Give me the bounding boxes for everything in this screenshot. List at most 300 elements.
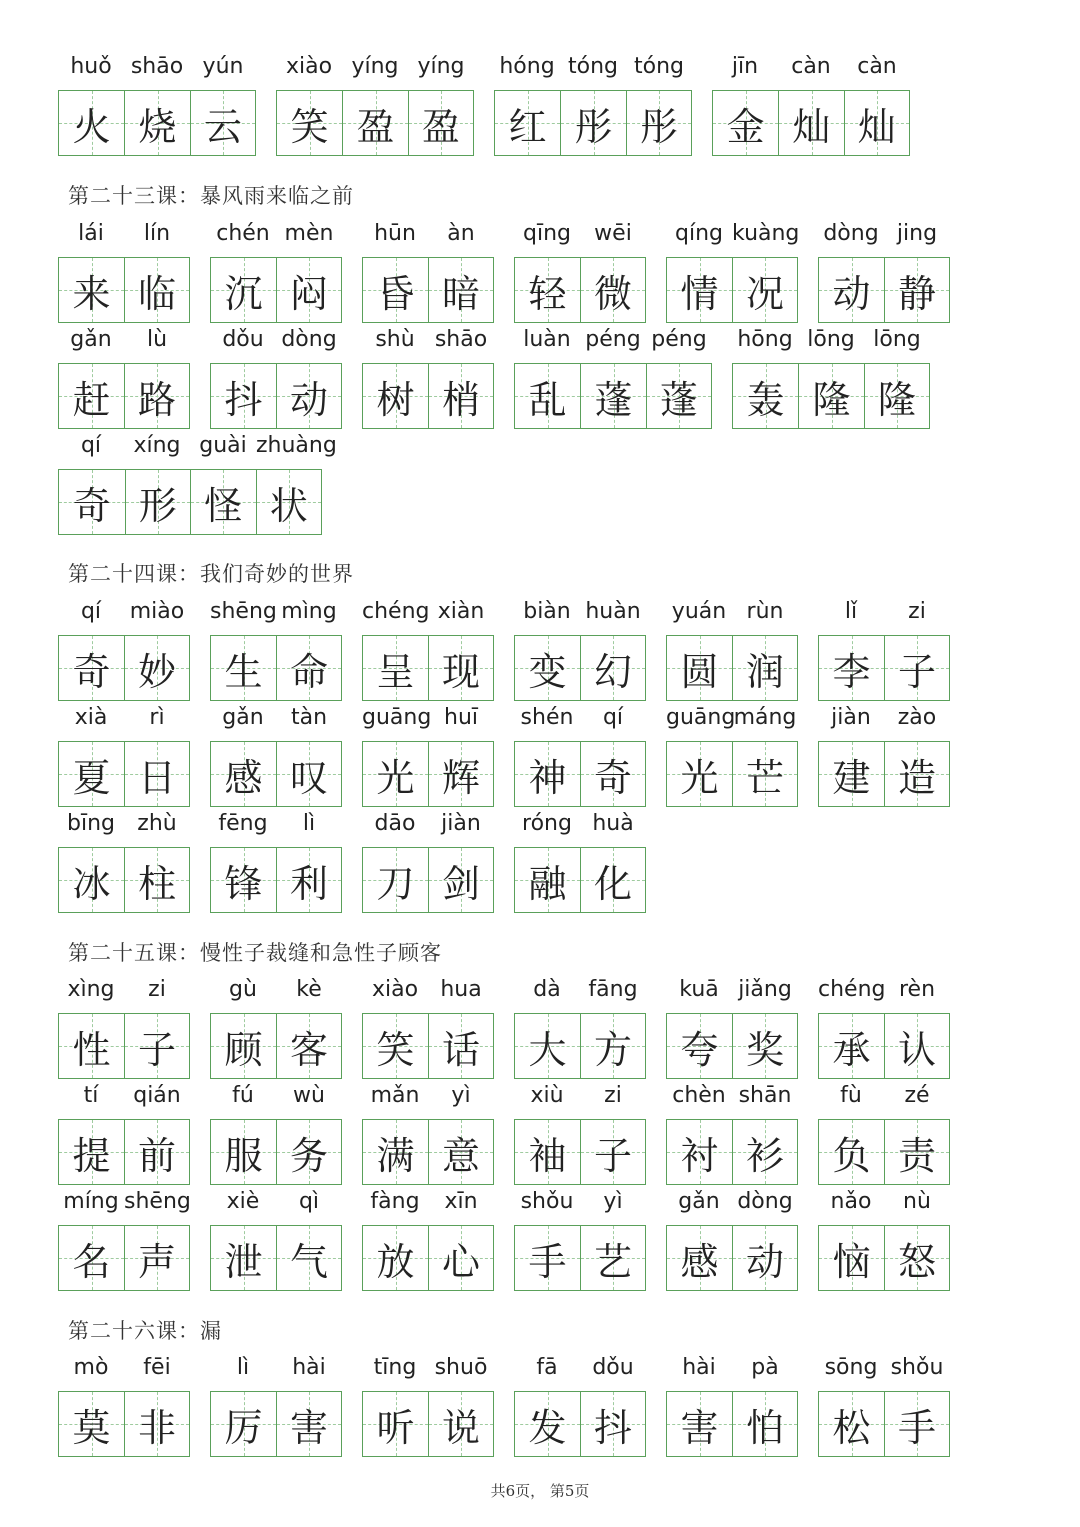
tianzige-cell <box>59 742 124 806</box>
tianzige-grid <box>818 741 950 807</box>
tianzige-cell <box>515 1014 580 1078</box>
hanzi-character: 手 <box>897 1405 936 1450</box>
tianzige-grid <box>666 741 798 807</box>
pinyin-syllable: xiào <box>285 54 333 79</box>
tianzige-grid <box>58 1391 190 1457</box>
pinyin-syllable: rùn <box>746 599 784 624</box>
vocab-word <box>362 1185 494 1295</box>
vocab-word <box>210 807 342 917</box>
tianzige-cell <box>428 848 493 912</box>
tianzige-cell <box>190 91 255 155</box>
pinyin-syllable: míng <box>63 1189 119 1214</box>
pinyin-syllable: qí <box>602 705 624 730</box>
tianzige-cell <box>428 742 493 806</box>
hanzi-character: 来 <box>72 271 111 316</box>
hanzi-character: 乱 <box>528 377 567 422</box>
hanzi-character: 灿 <box>792 104 831 149</box>
hanzi-character: 变 <box>528 649 567 694</box>
hanzi-character: 奇 <box>72 483 111 528</box>
hanzi-character: 昏 <box>376 271 415 316</box>
tianzige-cell <box>884 258 949 322</box>
tianzige-cell <box>276 636 341 700</box>
hanzi-character: 动 <box>745 1239 784 1284</box>
pinyin-syllable: luàn <box>523 327 571 352</box>
page-footer: 共6页， 第5页 <box>490 1482 590 1500</box>
pinyin-syllable: mǎn <box>370 1083 420 1108</box>
pinyin-syllable: sōng <box>824 1355 878 1380</box>
pinyin-syllable: péng <box>585 327 641 352</box>
pinyin-syllable: kuàng <box>732 221 800 246</box>
tianzige-cell <box>342 91 407 155</box>
hanzi-character: 暗 <box>441 271 480 316</box>
tianzige-grid <box>514 257 646 323</box>
tianzige-grid <box>712 90 910 156</box>
tianzige-grid <box>514 363 712 429</box>
tianzige-cell <box>580 742 645 806</box>
vocab-word <box>362 807 494 917</box>
hanzi-character: 性 <box>72 1027 111 1072</box>
tianzige-cell <box>59 1392 124 1456</box>
hanzi-character: 发 <box>528 1405 567 1450</box>
tianzige-cell <box>428 636 493 700</box>
hanzi-character: 彤 <box>574 104 613 149</box>
tianzige-cell <box>125 470 191 534</box>
pinyin-syllable: lì <box>236 1355 250 1380</box>
hanzi-character: 非 <box>137 1405 176 1450</box>
hanzi-character: 感 <box>680 1239 719 1284</box>
hanzi-character: 奇 <box>72 649 111 694</box>
hanzi-character: 认 <box>897 1027 936 1072</box>
tianzige-cell <box>276 364 341 428</box>
pinyin-syllable: xià <box>74 705 108 730</box>
tianzige-cell <box>844 91 909 155</box>
hanzi-character: 利 <box>289 861 328 906</box>
hanzi-character: 呈 <box>376 649 415 694</box>
hanzi-character: 光 <box>376 755 415 800</box>
pinyin-syllable: fāng <box>588 977 638 1002</box>
vocab-word <box>666 595 798 705</box>
tianzige-grid <box>210 1391 342 1457</box>
vocab-word <box>514 701 646 811</box>
tianzige-cell <box>59 848 124 912</box>
pinyin-syllable: hóng <box>499 54 555 79</box>
hanzi-character: 融 <box>528 861 567 906</box>
pinyin-syllable: dà <box>533 977 561 1002</box>
vocab-word <box>58 807 190 917</box>
pinyin-syllable: càn <box>857 54 897 79</box>
vocab-word <box>818 217 950 327</box>
pinyin-syllable: kè <box>296 977 322 1002</box>
pinyin-syllable: àn <box>447 221 475 246</box>
tianzige-cell <box>211 1226 276 1290</box>
hanzi-character: 笑 <box>376 1027 415 1072</box>
hanzi-character: 命 <box>289 649 328 694</box>
pinyin-syllable: bīng <box>67 811 115 836</box>
pinyin-syllable: tóng <box>568 54 618 79</box>
lesson-title: 第二十五课：慢性子裁缝和急性子顾客 <box>68 941 442 965</box>
pinyin-syllable: lì <box>302 811 316 836</box>
pinyin-syllable: chén <box>216 221 270 246</box>
hanzi-character: 梢 <box>441 377 480 422</box>
tianzige-cell <box>363 1120 428 1184</box>
vocab-word <box>514 1185 646 1295</box>
tianzige-grid <box>210 1119 342 1185</box>
pinyin-syllable: lōng <box>807 327 855 352</box>
pinyin-syllable: huǒ <box>70 54 112 79</box>
pinyin-syllable: tóng <box>634 54 684 79</box>
hanzi-character: 火 <box>72 104 111 149</box>
pinyin-syllable: hài <box>292 1355 326 1380</box>
tianzige-grid <box>210 1013 342 1079</box>
tianzige-grid <box>514 1119 646 1185</box>
hanzi-character: 况 <box>745 271 784 316</box>
tianzige-cell <box>428 1226 493 1290</box>
tianzige-cell <box>256 470 322 534</box>
vocab-word <box>514 973 646 1083</box>
tianzige-cell <box>276 1120 341 1184</box>
hanzi-character: 心 <box>441 1239 480 1284</box>
hanzi-character: 笑 <box>290 104 329 149</box>
pinyin-syllable: qīng <box>523 221 571 246</box>
vocab-word <box>58 1079 190 1189</box>
vocab-word <box>362 1351 494 1461</box>
tianzige-cell <box>428 1014 493 1078</box>
tianzige-cell <box>59 470 125 534</box>
pinyin-syllable: yíng <box>417 54 465 79</box>
hanzi-character: 盈 <box>421 104 460 149</box>
pinyin-syllable: róng <box>522 811 572 836</box>
tianzige-cell <box>732 742 797 806</box>
pinyin-syllable: lái <box>78 221 104 246</box>
tianzige-cell <box>495 91 560 155</box>
tianzige-cell <box>667 636 732 700</box>
hanzi-character: 夏 <box>72 755 111 800</box>
tianzige-cell <box>363 742 428 806</box>
tianzige-cell <box>580 848 645 912</box>
pinyin-syllable: fú <box>232 1083 254 1108</box>
tianzige-grid <box>58 1225 190 1291</box>
vocab-word <box>58 217 190 327</box>
pinyin-syllable: hua <box>440 977 482 1002</box>
hanzi-character: 气 <box>289 1239 328 1284</box>
tianzige-grid <box>58 257 190 323</box>
hanzi-character: 隆 <box>877 377 916 422</box>
pinyin-syllable: mèn <box>284 221 334 246</box>
pinyin-syllable: shān <box>738 1083 792 1108</box>
hanzi-character: 责 <box>897 1133 936 1178</box>
hanzi-character: 意 <box>441 1133 480 1178</box>
vocab-word <box>514 807 646 917</box>
tianzige-cell <box>211 742 276 806</box>
vocab-word <box>58 595 190 705</box>
tianzige-grid <box>58 1013 190 1079</box>
tianzige-cell <box>363 848 428 912</box>
hanzi-character: 辉 <box>441 755 480 800</box>
tianzige-cell <box>124 364 189 428</box>
pinyin-syllable: tí <box>83 1083 99 1108</box>
hanzi-character: 承 <box>832 1027 871 1072</box>
pinyin-syllable: rèn <box>898 977 936 1002</box>
tianzige-grid <box>514 1013 646 1079</box>
vocab-word <box>666 701 798 811</box>
pinyin-syllable: pà <box>751 1355 779 1380</box>
tianzige-cell <box>819 1014 884 1078</box>
pinyin-syllable: qí <box>80 433 102 458</box>
pinyin-syllable: fù <box>840 1083 862 1108</box>
pinyin-syllable: rì <box>149 705 165 730</box>
tianzige-cell <box>884 1226 949 1290</box>
hanzi-character: 感 <box>224 755 263 800</box>
tianzige-cell <box>580 1392 645 1456</box>
hanzi-character: 烧 <box>138 104 177 149</box>
hanzi-character: 害 <box>680 1405 719 1450</box>
vocab-word <box>210 1185 342 1295</box>
tianzige-cell <box>124 1392 189 1456</box>
pinyin-syllable: xiào <box>371 977 419 1002</box>
hanzi-character: 隆 <box>812 377 851 422</box>
vocab-word <box>362 595 494 705</box>
tianzige-cell <box>59 1226 124 1290</box>
pinyin-syllable: jīn <box>731 54 759 79</box>
hanzi-character: 生 <box>224 649 263 694</box>
hanzi-character: 松 <box>832 1405 871 1450</box>
pinyin-syllable: qí <box>80 599 102 624</box>
vocab-word <box>210 701 342 811</box>
tianzige-grid <box>494 90 692 156</box>
pinyin-syllable: guāng <box>666 705 736 730</box>
tianzige-cell <box>124 1014 189 1078</box>
pinyin-syllable: lù <box>146 327 168 352</box>
hanzi-character: 日 <box>137 755 176 800</box>
pinyin-syllable: dāo <box>374 811 416 836</box>
vocab-word <box>362 973 494 1083</box>
vocab-word <box>210 973 342 1083</box>
hanzi-character: 服 <box>224 1133 263 1178</box>
tianzige-cell <box>59 1014 124 1078</box>
hanzi-character: 红 <box>508 104 547 149</box>
tianzige-cell <box>732 1392 797 1456</box>
hanzi-character: 顾 <box>224 1027 263 1072</box>
pinyin-syllable: gǎn <box>70 327 112 352</box>
hanzi-character: 云 <box>203 104 242 149</box>
tianzige-grid <box>210 1225 342 1291</box>
tianzige-grid <box>210 363 342 429</box>
hanzi-character: 手 <box>528 1239 567 1284</box>
vocab-word <box>818 595 950 705</box>
pinyin-syllable: lōng <box>873 327 921 352</box>
hanzi-character: 衬 <box>680 1133 719 1178</box>
tianzige-grid <box>666 635 798 701</box>
vocab-word <box>666 1079 798 1189</box>
tianzige-grid <box>362 1013 494 1079</box>
hanzi-character: 怕 <box>745 1405 784 1450</box>
tianzige-cell <box>515 636 580 700</box>
vocab-word <box>362 701 494 811</box>
pinyin-syllable: shù <box>375 327 415 352</box>
tianzige-cell <box>515 742 580 806</box>
tianzige-grid <box>58 363 190 429</box>
tianzige-cell <box>276 848 341 912</box>
hanzi-character: 蓬 <box>659 377 698 422</box>
tianzige-grid <box>210 741 342 807</box>
tianzige-grid <box>514 1391 646 1457</box>
tianzige-cell <box>732 1120 797 1184</box>
pinyin-syllable: shāo <box>130 54 184 79</box>
tianzige-cell <box>667 1226 732 1290</box>
tianzige-cell <box>667 1392 732 1456</box>
tianzige-grid <box>666 1013 798 1079</box>
pinyin-syllable: zi <box>604 1083 622 1108</box>
hanzi-character: 形 <box>138 483 177 528</box>
tianzige-cell <box>515 1120 580 1184</box>
hanzi-character: 润 <box>745 649 784 694</box>
hanzi-character: 现 <box>441 649 480 694</box>
tianzige-cell <box>124 1226 189 1290</box>
vocab-word <box>818 973 950 1083</box>
tianzige-cell <box>276 1226 341 1290</box>
pinyin-syllable: lǐ <box>844 599 858 624</box>
tianzige-cell <box>667 1120 732 1184</box>
hanzi-character: 放 <box>376 1239 415 1284</box>
tianzige-cell <box>798 364 863 428</box>
hanzi-character: 临 <box>137 271 176 316</box>
pinyin-syllable: xīn <box>444 1189 478 1214</box>
hanzi-character: 神 <box>528 755 567 800</box>
tianzige-grid <box>210 635 342 701</box>
tianzige-cell <box>515 848 580 912</box>
pinyin-syllable: tàn <box>290 705 328 730</box>
tianzige-cell <box>363 1392 428 1456</box>
tianzige-cell <box>713 91 778 155</box>
tianzige-cell <box>59 1120 124 1184</box>
pinyin-syllable: biàn <box>523 599 571 624</box>
vocab-word <box>210 1079 342 1189</box>
hanzi-character: 彤 <box>639 104 678 149</box>
vocab-word <box>666 1185 798 1295</box>
pinyin-syllable: shén <box>520 705 574 730</box>
tianzige-cell <box>276 258 341 322</box>
tianzige-cell <box>211 848 276 912</box>
hanzi-character: 赶 <box>72 377 111 422</box>
pinyin-syllable: fā <box>536 1355 558 1380</box>
hanzi-character: 泄 <box>224 1239 263 1284</box>
tianzige-grid <box>362 847 494 913</box>
pinyin-syllable: hōng <box>737 327 793 352</box>
tianzige-grid <box>58 635 190 701</box>
vocab-word <box>58 50 256 160</box>
tianzige-cell <box>580 1226 645 1290</box>
vocab-word <box>666 1351 798 1461</box>
vocab-word <box>362 1079 494 1189</box>
lesson-title: 第二十六课：漏 <box>68 1319 222 1343</box>
tianzige-grid <box>818 1013 950 1079</box>
tianzige-cell <box>560 91 625 155</box>
tianzige-grid <box>210 257 342 323</box>
hanzi-character: 艺 <box>593 1239 632 1284</box>
tianzige-grid <box>362 1119 494 1185</box>
pinyin-syllable: yì <box>603 1189 623 1214</box>
vocab-word <box>58 701 190 811</box>
pinyin-syllable: hūn <box>374 221 416 246</box>
tianzige-grid <box>514 847 646 913</box>
tianzige-cell <box>428 258 493 322</box>
vocab-word <box>666 217 798 327</box>
hanzi-character: 冰 <box>72 861 111 906</box>
vocab-word <box>210 595 342 705</box>
tianzige-cell <box>733 364 798 428</box>
vocab-word <box>514 217 646 327</box>
pinyin-syllable: guài <box>199 433 247 458</box>
hanzi-character: 听 <box>376 1405 415 1450</box>
pinyin-syllable: jiǎng <box>738 977 792 1002</box>
tianzige-cell <box>819 636 884 700</box>
hanzi-character: 叹 <box>289 755 328 800</box>
hanzi-character: 恼 <box>832 1239 871 1284</box>
tianzige-cell <box>515 1226 580 1290</box>
tianzige-cell <box>363 1226 428 1290</box>
tianzige-grid <box>666 257 798 323</box>
pinyin-syllable: chéng <box>818 977 886 1002</box>
pinyin-syllable: dòng <box>823 221 879 246</box>
vocab-word <box>362 217 494 327</box>
tianzige-cell <box>363 1014 428 1078</box>
pinyin-syllable: zi <box>908 599 926 624</box>
pinyin-syllable: yuán <box>671 599 727 624</box>
pinyin-syllable: fēi <box>143 1355 171 1380</box>
tianzige-grid <box>362 363 494 429</box>
vocab-word <box>494 50 692 160</box>
pinyin-syllable: shēng <box>210 599 277 624</box>
hanzi-character: 圆 <box>680 649 719 694</box>
pinyin-syllable: qì <box>298 1189 320 1214</box>
hanzi-character: 衫 <box>745 1133 784 1178</box>
pinyin-syllable: qián <box>133 1083 181 1108</box>
tianzige-cell <box>59 91 124 155</box>
pinyin-syllable: shǒu <box>890 1355 944 1380</box>
pinyin-syllable: fàng <box>370 1189 420 1214</box>
vocab-word <box>210 1351 342 1461</box>
pinyin-syllable: huàn <box>585 599 641 624</box>
tianzige-cell <box>515 1392 580 1456</box>
tianzige-cell <box>363 364 428 428</box>
vocab-word <box>58 323 190 433</box>
hanzi-character: 负 <box>832 1133 871 1178</box>
hanzi-character: 大 <box>528 1027 567 1072</box>
vocab-word <box>210 323 342 433</box>
pinyin-syllable: fēng <box>218 811 268 836</box>
tianzige-cell <box>124 742 189 806</box>
tianzige-cell <box>515 364 580 428</box>
hanzi-character: 状 <box>269 483 308 528</box>
tianzige-cell <box>732 1226 797 1290</box>
tianzige-cell <box>819 742 884 806</box>
tianzige-cell <box>819 1392 884 1456</box>
hanzi-character: 满 <box>376 1133 415 1178</box>
pinyin-syllable: jiàn <box>441 811 481 836</box>
tianzige-cell <box>580 1014 645 1078</box>
tianzige-cell <box>626 91 691 155</box>
tianzige-grid <box>210 847 342 913</box>
hanzi-character: 树 <box>376 377 415 422</box>
tianzige-cell <box>363 636 428 700</box>
tianzige-cell <box>408 91 473 155</box>
tianzige-cell <box>667 258 732 322</box>
pinyin-syllable: wēi <box>594 221 632 246</box>
tianzige-cell <box>819 1226 884 1290</box>
tianzige-grid <box>818 257 950 323</box>
pinyin-syllable: huà <box>592 811 634 836</box>
tianzige-cell <box>580 364 645 428</box>
